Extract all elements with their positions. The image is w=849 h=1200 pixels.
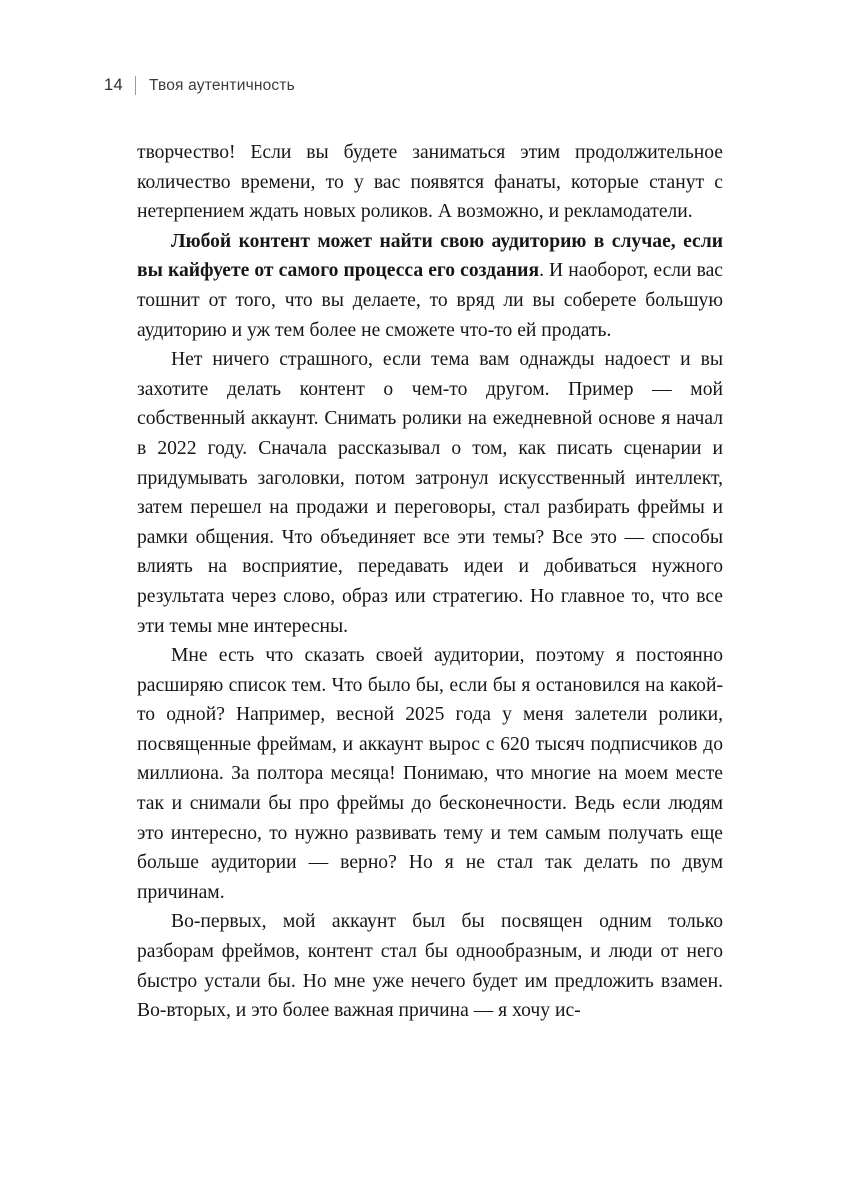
paragraph-text: Мне есть что сказать своей аудитории, поэтому я постоянно расширяю список тем. Что было бы, если бы я остановился на какой-то одной? Например, весной 2025 года у меня залетели ролики, посвященные фреймам, и аккаунт вырос с 620 тысяч подписчиков до миллиона. За полтора месяца! Понимаю, что многие на моем месте так и снимали бы про фреймы до бесконечности. Ведь если людям это интересно, то нужно развивать тему и тем самым получать еще больше аудитории — верно? Но я не стал так делать по двум причинам. bbox=[137, 645, 723, 903]
paragraph bbox=[137, 138, 723, 227]
page-number: 14 bbox=[104, 76, 123, 94]
paragraph bbox=[137, 345, 723, 641]
paragraph bbox=[137, 641, 723, 907]
paragraph-text: . И наоборот, если вас тошнит от того, что вы делаете, то вряд ли вы соберете большую аудиторию и уж тем более не сможете что-то ей продать. bbox=[137, 260, 723, 341]
paragraph-text: творчество! Если вы будете заниматься этим продолжительное количество времени, то у вас появятся фанаты, которые станут с нетерпением ждать новых роликов. А возможно, и рекламодатели. bbox=[137, 142, 723, 223]
paragraph bbox=[137, 907, 723, 1025]
paragraph bbox=[137, 227, 723, 345]
running-header bbox=[104, 76, 295, 95]
running-head-title: Твоя аутентичность bbox=[148, 76, 295, 94]
paragraph-bold-text: Любой контент может найти свою аудиторию в случае, если вы кайфуете от самого процесса его создания bbox=[137, 230, 723, 282]
header-divider bbox=[135, 76, 136, 95]
paragraph-text: Во-первых, мой аккаунт был бы посвящен одним только разборам фреймов, контент стал бы однообразным, и люди от него быстро устали бы. Но мне уже нечего будет им предложить взамен. Во-вторых, и это более важная причина — я хочу ис- bbox=[137, 911, 723, 1022]
paragraph-text: Нет ничего страшного, если тема вам однажды надоест и вы захотите делать контент о чем-то другом. Пример — мой собственный аккаунт. Снимать ролики на ежедневной основе я начал в 2022 году. Сначала рассказывал о том, как писать сценарии и придумывать заголовки, потом затронул искусственный интеллект, затем перешел на продажи и переговоры, стал разбирать фреймы и рамки общения. Что объединяет все эти темы? Все это — способы влиять на восприятие, передавать идеи и добиваться нужного результата через слово, образ или стратегию. Но главное то, что все эти темы мне интересны. bbox=[137, 349, 723, 637]
body-text bbox=[137, 138, 723, 1026]
